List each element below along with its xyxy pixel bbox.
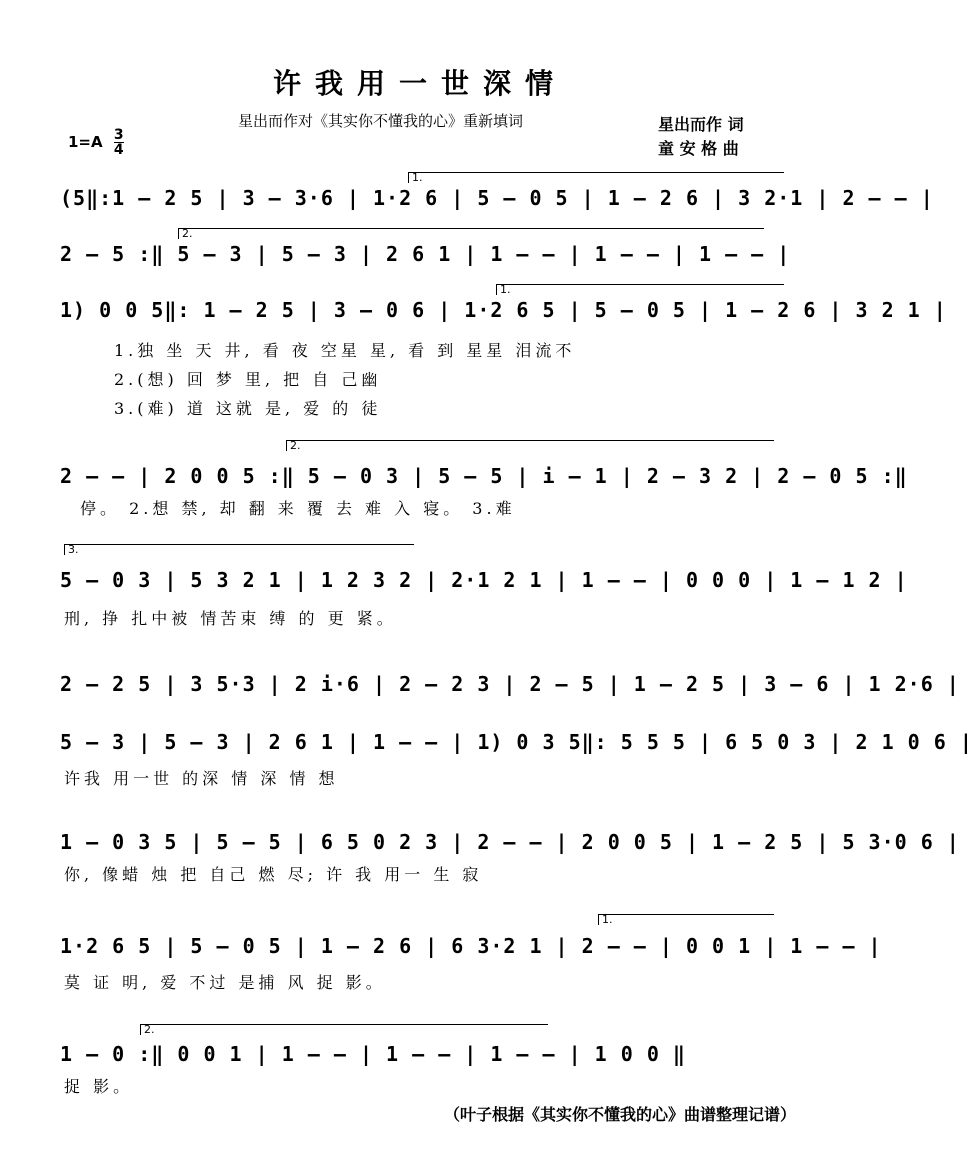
- key-signature: [68, 128, 124, 157]
- volta-1: 1.: [598, 914, 774, 925]
- composer-credit: 童 安 格 曲: [658, 139, 739, 158]
- lyric-line: 2.(想) 回 梦 里, 把 自 己幽: [114, 370, 382, 389]
- notation-row: 1 — 0 3 5 | 5 — 5 | 6 5 0 2 3 | 2 — — | 2 0 0 5 | 1 — 2 5 | 5 3·0 6 |: [60, 830, 960, 854]
- notation-row: 5 — 3 | 5 — 3 | 2 6 1 | 1 — — | 1) 0 3 5‖: 5 5 5 | 6 5 0 3 | 2 1 0 6 |: [60, 730, 973, 754]
- notation-row: 5 — 0 3 | 5 3 2 1 | 1 2 3 2 | 2·1 2 1 | 1 — — | 0 0 0 | 1 — 1 2 |: [60, 568, 908, 592]
- lyric-line: 1.独 坐 天 井, 看 夜 空星 星, 看 到 星星 泪流不: [114, 341, 576, 360]
- time-top: 3: [113, 127, 124, 143]
- volta-1: 1.: [496, 284, 784, 295]
- volta-2: 2.: [178, 228, 764, 239]
- notation-row: 2 — 2 5 | 3 5·3 | 2 i·6 | 2 — 2 3 | 2 — 5 | 1 — 2 5 | 3 — 6 | 1 2·6 |: [60, 672, 960, 696]
- notation-row: 1·2 6 5 | 5 — 0 5 | 1 — 2 6 | 6 3·2 1 | 2 — — | 0 0 1 | 1 — — |: [60, 934, 882, 958]
- lyric-line: 刑, 挣 扎中被 情苦束 缚 的 更 紧。: [64, 609, 397, 628]
- song-title: 许我用一世深情: [272, 67, 567, 100]
- volta-2: 2.: [286, 440, 774, 451]
- lyric-line: 莫 证 明, 爱 不过 是捕 风 捉 影。: [64, 973, 386, 992]
- song-subtitle: 星出而作对《其实你不懂我的心》重新填词: [238, 112, 524, 130]
- lyric-line: 停。 2.想 禁, 却 翻 来 覆 去 难 入 寝。 3.难: [80, 499, 516, 518]
- time-bottom: 4: [113, 142, 124, 158]
- volta-1: 1.: [408, 172, 784, 183]
- notation-row: 2 — 5 :‖ 5 — 3 | 5 — 3 | 2 6 1 | 1 — — | 1 — — | 1 — — |: [60, 242, 791, 266]
- notation-row: 2 — — | 2 0 0 5 :‖ 5 — 0 3 | 5 — 5 | i — 1 | 2 — 3 2 | 2 — 0 5 :‖: [60, 464, 908, 488]
- lyric-line: 许我 用一世 的深 情 深 情 想: [64, 769, 339, 788]
- lyricist-credit: 星出而作 词: [658, 115, 744, 134]
- lyric-line: 3.(难) 道 这就 是, 爱 的 徒: [114, 399, 382, 418]
- volta-2: 2.: [140, 1024, 548, 1035]
- notation-row: 1 — 0 :‖ 0 0 1 | 1 — — | 1 — — | 1 — — | 1 0 0 ‖: [60, 1042, 686, 1066]
- lyric-line: 捉 影。: [64, 1077, 134, 1096]
- key-label: 1=A: [68, 133, 103, 151]
- notation-row: 1) 0 0 5‖: 1 — 2 5 | 3 — 0 6 | 1·2 6 5 | 5 — 0 5 | 1 — 2 6 | 3 2 1 |: [60, 298, 947, 322]
- volta-3: 3.: [64, 544, 414, 555]
- transcription-credit: （叶子根据《其实你不懂我的心》曲谱整理记谱）: [443, 1105, 796, 1124]
- lyric-line: 你, 像蜡 烛 把 自己 燃 尽; 许 我 用一 生 寂: [64, 865, 483, 884]
- time-signature: [114, 128, 124, 157]
- notation-row: (5‖:1 — 2 5 | 3 — 3·6 | 1·2 6 | 5 — 0 5 | 1 — 2 6 | 3 2·1 | 2 — — |: [60, 186, 934, 210]
